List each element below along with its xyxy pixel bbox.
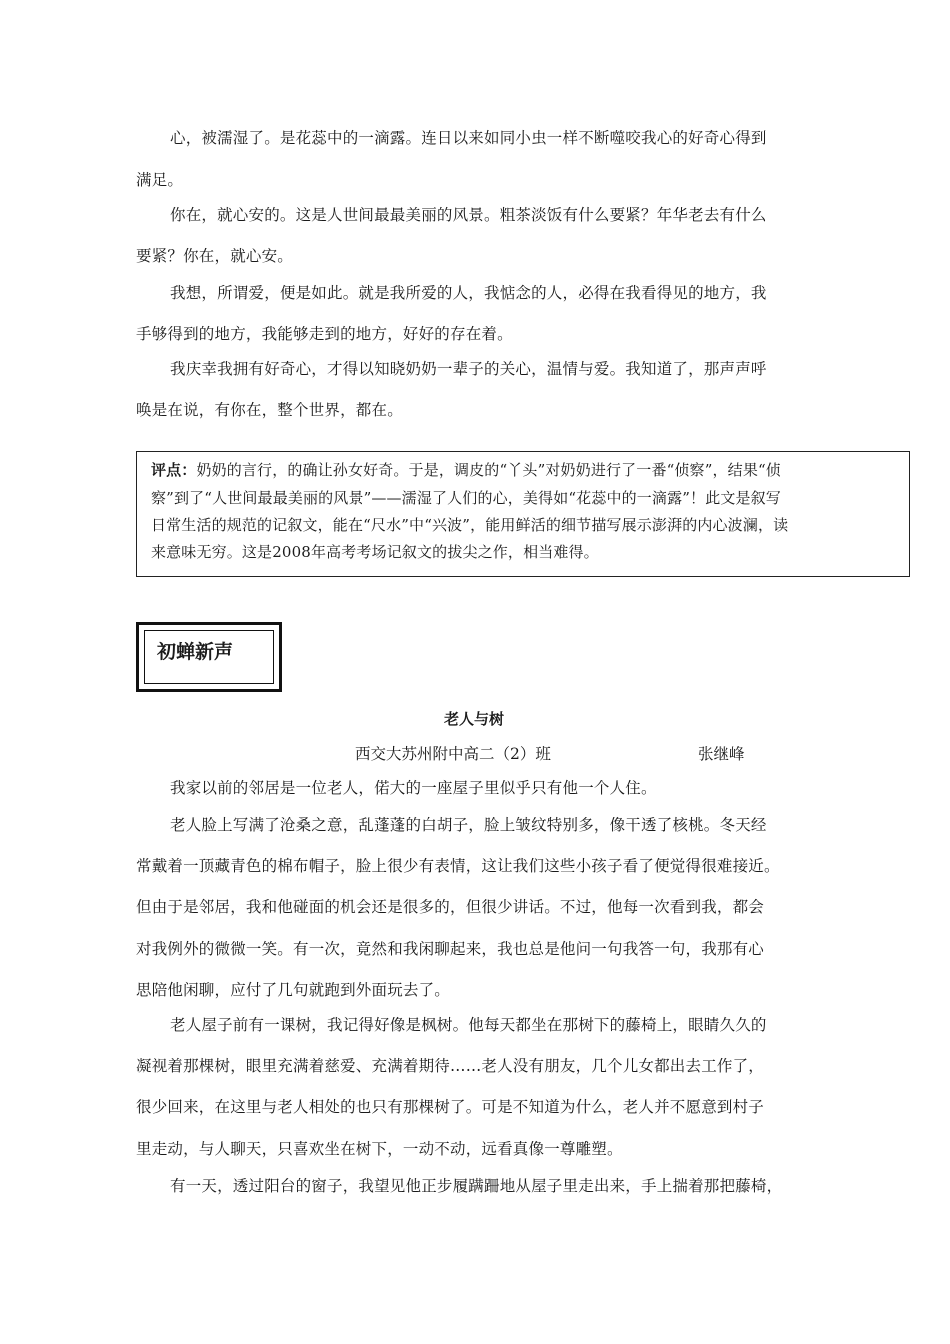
essay-line: 思陪他闲聊，应付了几句就跑到外面玩去了。: [136, 981, 451, 999]
paragraph-line: 满足。: [136, 171, 184, 189]
essay-line: 很少回来，在这里与老人相处的也只有那棵树了。可是不知道为什么，老人并不愿意到村子: [136, 1098, 765, 1116]
essay-line: 但由于是邻居，我和他碰面的机会还是很多的，但很少讲话。不过，他每一次看到我，都会: [136, 898, 765, 916]
comment-text: 奶奶的言行，的确让孙女好奇。于是，调皮的“丫头”对奶奶进行了一番“侦察”，结果“侦: [196, 461, 781, 479]
paragraph-line: 心，被濡湿了。是花蕊中的一滴露。连日以来如同小虫一样不断噬咬我心的好奇心得到: [170, 129, 767, 147]
comment-line: 来意味无穷。这是2008年高考考场记叙文的拔尖之作，相当难得。: [151, 543, 599, 561]
paragraph-line: 手够得到的地方，我能够走到的地方，好好的存在着。: [136, 325, 513, 343]
author-school: 西交大苏州附中高二（2）班: [355, 745, 551, 763]
essay-title: 老人与树: [444, 710, 505, 728]
comment-line: [151, 460, 781, 480]
author-name: 张继峰: [698, 745, 745, 763]
paragraph-line: 唤是在说，有你在，整个世界，都在。: [136, 401, 403, 419]
comment-box: [136, 451, 910, 577]
paragraph-line: 你在，就心安的。这是人世间最最美丽的风景。粗茶淡饭有什么要紧？年华老去有什么: [170, 206, 767, 224]
essay-line: 凝视着那棵树，眼里充满着慈爱、充满着期待……老人没有朋友，几个儿女都出去工作了，: [136, 1057, 765, 1075]
comment-label: 评点：: [151, 461, 197, 479]
paragraph-line: 我庆幸我拥有好奇心，才得以知晓奶奶一辈子的关心，温情与爱。我知道了，那声声呼: [170, 360, 767, 378]
comment-line: 日常生活的规范的记叙文，能在“尺水”中“兴波”，能用鲜活的细节描写展示澎湃的内心波澜，读: [151, 516, 789, 534]
essay-line: 老人脸上写满了沧桑之意，乱蓬蓬的白胡子，脸上皱纹特别多，像干透了核桃。冬天经: [170, 816, 767, 834]
section-heading: 初蝉新声: [157, 641, 234, 663]
paragraph-line: 要紧？你在，就心安。: [136, 247, 294, 265]
essay-line: 常戴着一顶藏青色的棉布帽子，脸上很少有表情，这让我们这些小孩子看了便觉得很难接近。: [136, 857, 780, 875]
essay-line: 我家以前的邻居是一位老人，偌大的一座屋子里似乎只有他一个人住。: [170, 779, 657, 797]
paragraph-line: 我想，所谓爱，便是如此。就是我所爱的人，我惦念的人，必得在我看得见的地方，我: [170, 284, 767, 302]
essay-line: 对我例外的微微一笑。有一次，竟然和我闲聊起来，我也总是他问一句我答一句，我那有心: [136, 940, 765, 958]
essay-line: 有一天，透过阳台的窗子，我望见他正步履蹒跚地从屋子里走出来，手上揣着那把藤椅，: [170, 1177, 783, 1195]
essay-line: 老人屋子前有一课树，我记得好像是枫树。他每天都坐在那树下的藤椅上，眼睛久久的: [170, 1016, 767, 1034]
comment-line: 察”到了“人世间最最美丽的风景”——濡湿了人们的心，美得如“花蕊中的一滴露”！此文是叙写: [151, 489, 781, 507]
section-heading-frame: [136, 622, 282, 692]
essay-line: 里走动，与人聊天，只喜欢坐在树下，一动不动，远看真像一尊雕塑。: [136, 1140, 623, 1158]
